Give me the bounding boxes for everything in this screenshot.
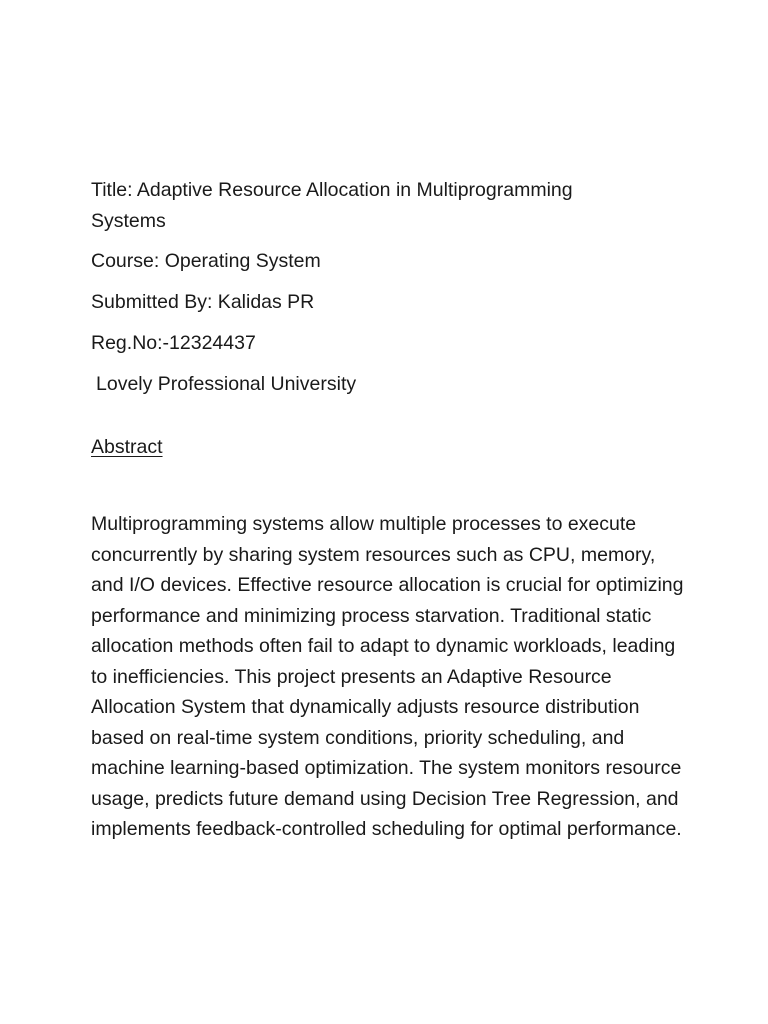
document-content bbox=[91, 175, 691, 845]
course-line: Course: Operating System bbox=[91, 250, 321, 272]
submitted-by-line: Submitted By: Kalidas PR bbox=[91, 291, 315, 313]
university-line: Lovely Professional University bbox=[96, 373, 357, 395]
abstract-heading: Abstract bbox=[91, 436, 163, 458]
abstract-body: Multiprogramming systems allow multiple processes to execute concurrently by sharing system resources such as CPU, memory, and I/O devices. Effective resource allocation is crucial for optimizing performance and minimizing process starvation. Traditional static allocation methods often fail to adapt to dynamic workloads, leading to inefficiencies. This project presents an Adaptive Resource Allocation System that dynamically adjusts resource distribution based on real-time system conditions, priority scheduling, and machine learning-based optimization. The system monitors resource usage, predicts future demand using Decision Tree Regression, and implements feedback-controlled scheduling for optimal performance. bbox=[91, 513, 684, 840]
registration-number-line: Reg.No:-12324437 bbox=[91, 332, 256, 354]
document-title: Title: Adaptive Resource Allocation in Multiprogramming Systems bbox=[91, 179, 573, 232]
